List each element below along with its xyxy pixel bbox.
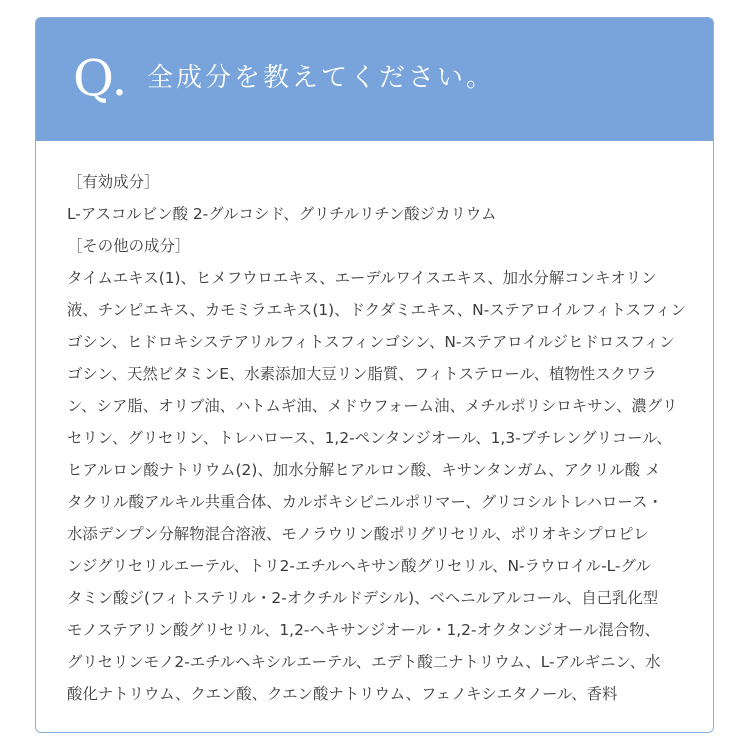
ingredient-line: セリン、グリセリン、トレハロース、1,2-ペンタンジオール、1,3-ブチレングリコール、: [67, 429, 672, 447]
section-heading-other-ingredients: ［その他の成分］: [67, 237, 191, 255]
section-heading-active-ingredients: ［有効成分］: [67, 173, 160, 191]
ingredient-line: 水添デンプン分解物混合溶液、モノラウリン酸ポリグリセリル、ポリオキシプロピレ: [67, 525, 649, 543]
ingredient-line: グリセリンモノ2-エチルヘキシルエーテル、エデト酸二ナトリウム、L-アルギニン、水: [67, 653, 661, 671]
question-mark-label: Q.: [73, 49, 128, 107]
ingredient-line: 液、チンピエキス、カモミラエキス(1)、ドクダミエキス、N-ステアロイルフィトスフィン: [67, 301, 686, 319]
ingredient-line: ゴシン、天然ビタミンE、水素添加大豆リン脂質、フィトステロール、植物性スクワラ: [67, 365, 657, 383]
ingredient-line: タクリル酸アルキル共重合体、カルボキシビニルポリマー、グリコシルトレハロース・: [67, 493, 663, 511]
ingredient-line: タミン酸ジ(フィトステリル・2-オクチルドデシル)、ベヘニルアルコール、自己乳化型: [67, 589, 659, 607]
ingredient-line: モノステアリン酸グリセリル、1,2-ヘキサンジオール・1,2-オクタンジオール混合物、: [67, 621, 660, 639]
question-title: 全成分を教えてください。: [147, 63, 496, 93]
faq-card: [35, 17, 714, 733]
ingredient-line: ン、シア脂、オリブ油、ハトムギ油、メドウフォーム油、メチルポリシロキサン、濃グリ: [67, 397, 678, 415]
ingredient-line: ヒアルロン酸ナトリウム(2)、加水分解ヒアルロン酸、キサンタンガム、アクリル酸 メ: [67, 461, 661, 479]
answer-ingredients-text: [67, 166, 689, 710]
ingredient-line: L-アスコルビン酸 2-グルコシド、グリチルリチン酸ジカリウム: [67, 205, 497, 223]
ingredient-line: ゴシン、ヒドロキシステアリルフィトスフィンゴシン、N-ステアロイルジヒドロスフィン: [67, 333, 675, 351]
ingredient-line: タイムエキス(1)、ヒメフウロエキス、エーデルワイスエキス、加水分解コンキオリン: [67, 269, 657, 287]
question-header: [36, 18, 713, 141]
ingredient-line: ンジグリセリルエーテル、トリ2-エチルヘキサン酸グリセリル、N-ラウロイル-L-グル: [67, 557, 651, 575]
ingredient-line: 酸化ナトリウム、クエン酸、クエン酸ナトリウム、フェノキシエタノール、香料: [67, 685, 618, 703]
